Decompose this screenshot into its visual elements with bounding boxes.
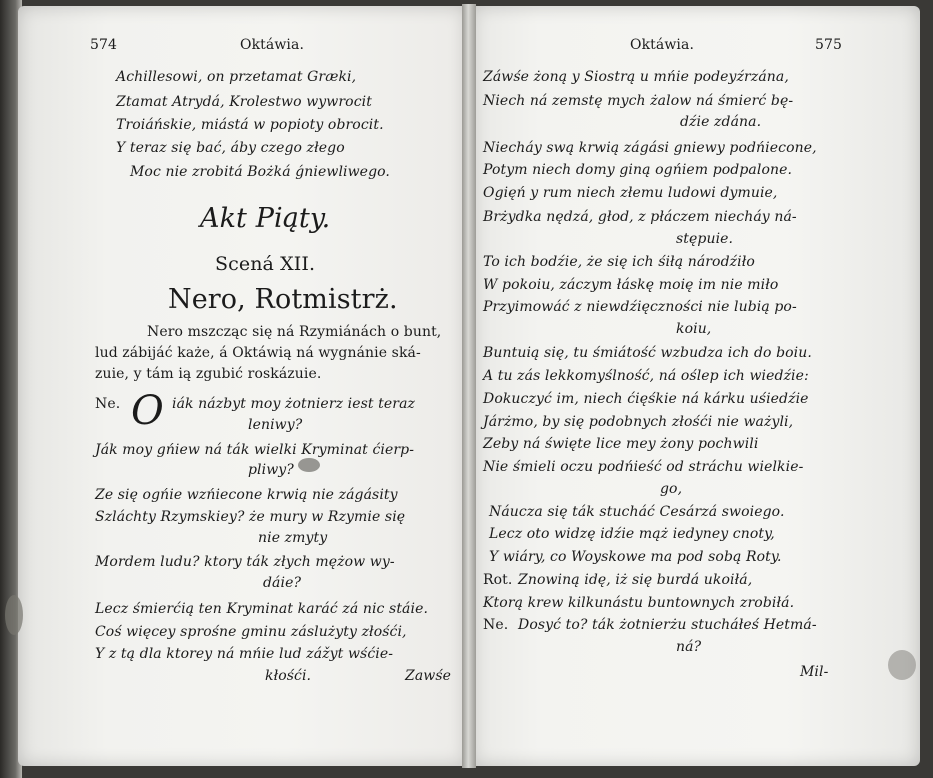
verse-line: Záwśe żoną y Siostrą u mńie podeyźrzána, xyxy=(483,69,789,85)
speech-line: leniwy? xyxy=(248,417,303,433)
verse-line: koiu, xyxy=(676,321,712,337)
verse-line: Troiáńskie, miástá w popioty obrocit. xyxy=(116,117,384,133)
speech-line: Coś więcey sprośne gminu záslużyty złośći, xyxy=(95,624,407,640)
catchword: Zawśe xyxy=(405,668,452,684)
speech-line: Lecz śmierćią ten Kryminat karáć zá nic stáie. xyxy=(95,601,428,617)
speech-line: nie zmyty xyxy=(258,530,328,546)
speech-line: Mordem ludu? ktory ták złych mężow wy- xyxy=(95,554,395,570)
verse-line: Achillesowi, on przetamat Græki, xyxy=(116,69,357,85)
catchword: Mil- xyxy=(800,664,829,680)
scene-title: Scená XII. xyxy=(215,253,316,275)
running-head-left: Oktáwia. xyxy=(240,37,304,53)
verse-line: go, xyxy=(660,481,683,497)
verse-line: Moc nie zrobitá Bożká ǵniewliwego. xyxy=(130,164,390,180)
page-number-left: 574 xyxy=(90,37,118,53)
speaker-label: Rot. xyxy=(483,572,513,588)
verse-line: Ztamat Atrydá, Krolestwo wywrocit xyxy=(116,94,372,110)
verse-line: Nie śmieli oczu podńieść od stráchu wielkie- xyxy=(483,459,804,475)
verse-line: Niech ná zemstę mych żalow ná śmierć bę- xyxy=(483,93,794,109)
verse-line: Lecz oto widzę idźie mąż iedyney cnoty, xyxy=(489,526,775,542)
speaker-label: Ne. xyxy=(483,617,509,633)
verse-line: W pokoiu, záczym łáskę moię im nie miło xyxy=(483,277,779,293)
speech-line: Szláchty Rzymskiey? że mury w Rzymie się xyxy=(95,509,406,525)
page-number-right: 575 xyxy=(815,37,843,53)
act-title: Akt Piąty. xyxy=(200,203,331,234)
verse-line: Y wiáry, co Woyskowe ma pod sobą Roty. xyxy=(489,549,782,565)
verse-line: Potym niech domy giną ogńiem podpalone. xyxy=(483,162,793,178)
verse-line: Járżmo, by się podobnych złośći nie ważyli, xyxy=(483,414,794,430)
speech-line: dáie? xyxy=(263,575,302,591)
ink-blot xyxy=(298,458,320,472)
argument-line: Nero mszcząc się ná Rzymiánách o bunt, xyxy=(147,324,442,340)
verse-line: ná? xyxy=(676,639,702,655)
verse-line: Niecháy swą krwią zágási gniewy podńiecone, xyxy=(483,140,817,156)
verse-line: Buntuią się, tu śmiátość wzbudza ich do boiu. xyxy=(483,345,812,361)
verse-line: Ktorą krew kilkunástu buntownych zrobiłá. xyxy=(483,595,795,611)
ink-blot xyxy=(888,650,916,680)
argument-line: lud zábijáć każe, á Oktáwią ná wygnánie ská- xyxy=(95,345,421,361)
verse-line: To ich bodźie, że się ich śiłą národźiło xyxy=(483,254,755,270)
verse-line: Zeby ná święte lice mey żony pochwili xyxy=(483,436,759,452)
verse-line: Dosyć to? ták żotnierżu stucháłeś Hetmá- xyxy=(518,617,817,633)
verse-line: Ogięń y rum niech złemu ludowi dymuie, xyxy=(483,185,778,201)
ink-blot xyxy=(5,595,23,635)
verse-line: Y teraz się bać, áby czego złego xyxy=(116,140,345,156)
running-head-right: Oktáwia. xyxy=(630,37,694,53)
speech-line: Ze się ogńie wzńiecone krwią nie zágásity xyxy=(95,487,398,503)
verse-line: Náucza się ták stucháć Cesárzá swoiego. xyxy=(489,504,785,520)
verse-line: A tu zás lekkomyślność, ná oślep ich wiedźie: xyxy=(483,368,809,384)
verse-line: stępuie. xyxy=(676,231,734,247)
speech-line: kłośći. xyxy=(265,668,312,684)
verse-line: Dokuczyć im, niech ćięśkie ná kárku uśiedźie xyxy=(483,391,809,407)
speech-line: pliwy? xyxy=(248,462,294,478)
speaker-label: Ne. xyxy=(95,396,121,412)
verse-line: dźie zdána. xyxy=(680,114,762,130)
speech-line: Y z tą dla ktorey ná mńie lud zážyt wśćie- xyxy=(95,646,394,662)
drop-cap: O xyxy=(131,388,164,434)
verse-line: Brżydka nędzá, głod, z płáczem niecháy ná- xyxy=(483,209,797,225)
verse-line: Przyimowáć z niewdźięczności nie lubią po- xyxy=(483,299,797,315)
verse-line: Znowiną idę, iż się burdá ukoiłá, xyxy=(518,572,753,588)
argument-line: zuie, y tám ią zgubić roskázuie. xyxy=(95,366,322,382)
speech-line: Ják moy gńiew ná ták wielki Kryminat ćierp- xyxy=(95,442,415,458)
speech-line: iák názbyt moy żotnierz iest teraz xyxy=(172,396,415,412)
book-gutter xyxy=(462,4,476,768)
characters-heading: Nero, Rotmistrż. xyxy=(168,284,398,315)
